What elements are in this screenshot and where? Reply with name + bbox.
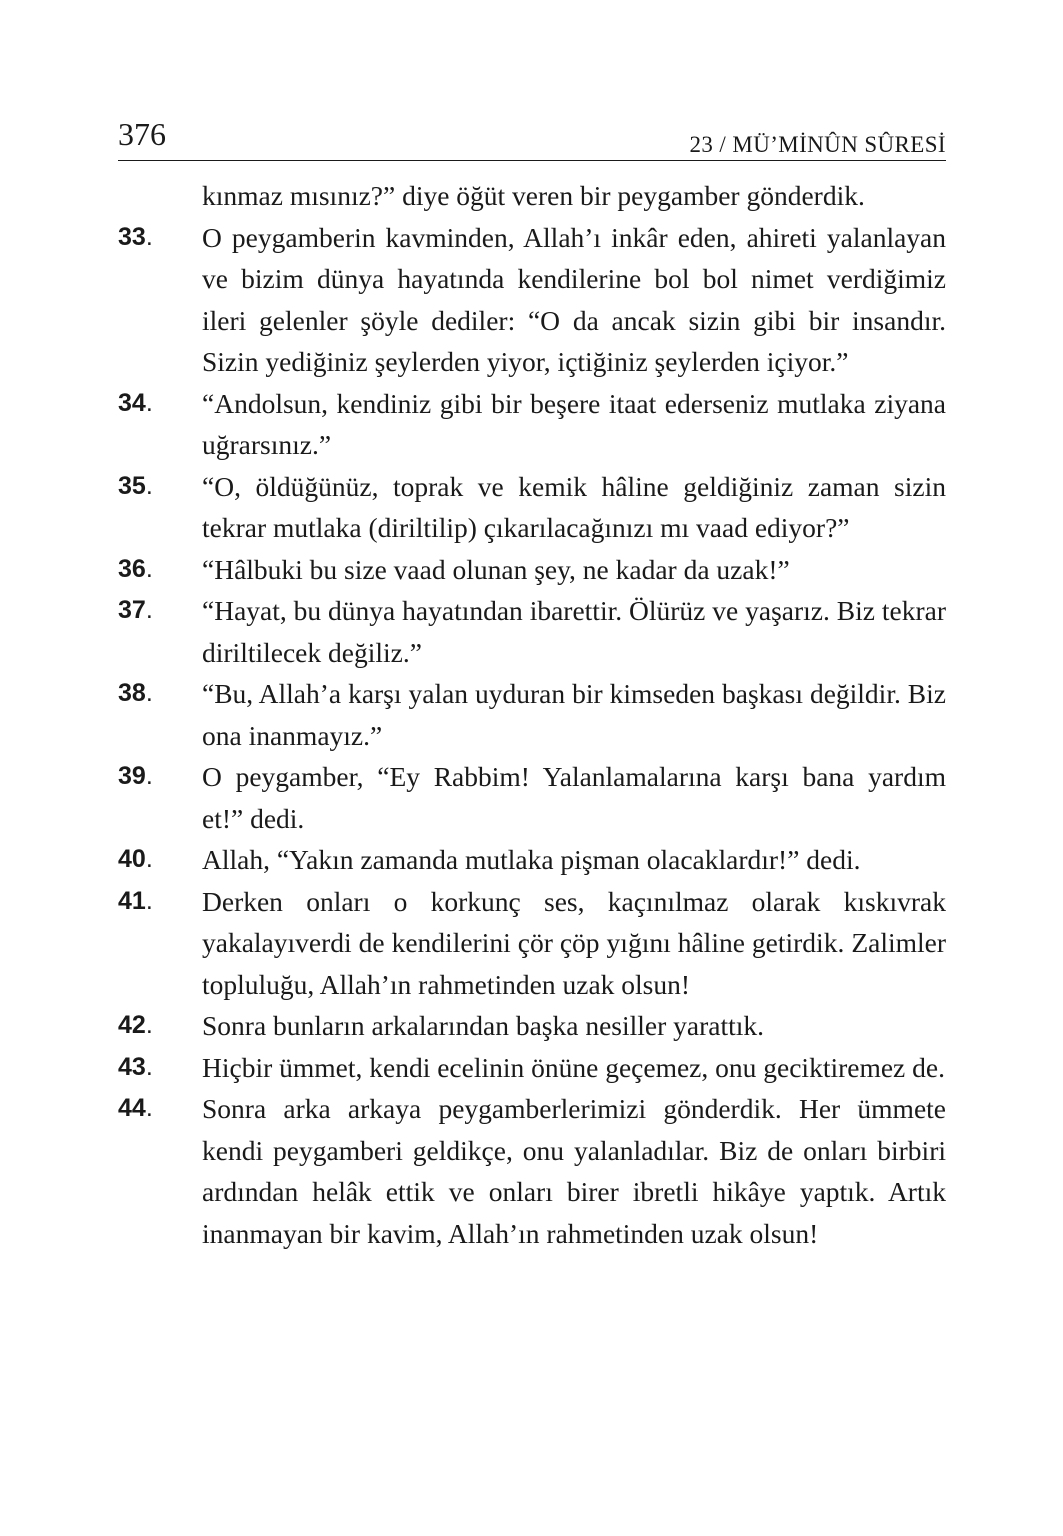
verse-item: [118, 881, 946, 1006]
book-page: [118, 112, 946, 1254]
verse-number-value: 39: [118, 762, 146, 790]
verse-number: 37.: [118, 596, 153, 624]
verse-number-value: 33: [118, 222, 146, 251]
verse-number-value: 44: [118, 1094, 146, 1122]
verse-item: [118, 756, 946, 839]
verse-text: Hiçbir ümmet, kendi ecelinin önüne geçemez, onu geciktiremez de.: [202, 1051, 945, 1083]
verse-item: [118, 217, 946, 383]
verse-number: 41.: [118, 886, 153, 915]
verse-text: Sonra bunların arkalarından başka nesiller yarattık.: [202, 1010, 765, 1041]
verse-text: Allah, “Yakın zamanda mutlaka pişman olacaklardır!” dedi.: [202, 844, 861, 875]
verse-text: Derken onları o korkunç ses, kaçınılmaz olarak kıskıvrak yakalayıverdi de kendilerini çör çöp yığını hâline getirdik. Zalimler topluluğu, Allah’ın rahmetinden uzak olsun!: [202, 885, 946, 1000]
verse-item: [118, 1088, 946, 1254]
verse-item: [118, 590, 946, 673]
verse-text: Sonra arka arkaya peygamberlerimizi gönderdik. Her ümmete kendi peygamberi geldikçe, onu yalanladılar. Biz de onları birbiri ardından helâk ettik ve onları birer ibretli hikâye yaptık. Artık inanmayan bir kavim, Allah’ın rahmetinden uzak olsun!: [202, 1093, 946, 1249]
verse-number-value: 41: [118, 886, 146, 915]
verse-number: 33.: [118, 222, 153, 251]
verse-number: 35.: [118, 471, 153, 500]
verse-text: “Hâlbuki bu size vaad olunan şey, ne kadar da uzak!”: [202, 553, 790, 585]
verse-number-value: 36: [118, 554, 146, 583]
verse-number: 43.: [118, 1052, 153, 1081]
verse-item: [118, 1005, 946, 1047]
verse-number-value: 34: [118, 388, 146, 417]
verse-number: 42.: [118, 1011, 153, 1039]
verse-number-value: 37: [118, 596, 146, 624]
page-number: 376: [118, 116, 166, 152]
verse-text: “O, öldüğünüz, toprak ve kemik hâline geldiğiniz zaman sizin tekrar mutlaka (diriltilip) çıkarılacağınızı mı vaad ediyor?”: [202, 470, 946, 543]
verse-number-value: 38: [118, 679, 146, 707]
verse-number-value: 42: [118, 1011, 146, 1039]
verse-item: [118, 549, 946, 591]
verse-number-value: 35: [118, 471, 146, 500]
running-title: 23 / MÜ’MİNÛN SÛRESİ: [689, 132, 946, 157]
page-header: [118, 112, 946, 161]
verse-item: [118, 383, 946, 466]
verse-number: 38.: [118, 679, 153, 707]
verse-number: 39.: [118, 762, 153, 790]
verse-item: [118, 839, 946, 881]
verse-number-value: 43: [118, 1052, 146, 1081]
verse-text: “Hayat, bu dünya hayatından ibarettir. Ölürüz ve yaşarız. Biz tekrar diriltilecek değiliz.”: [202, 595, 946, 668]
verse-continuation: kınmaz mısınız?” diye öğüt veren bir peygamber gönderdik.: [202, 180, 865, 211]
verse-number: 40.: [118, 845, 153, 873]
verse-number: 34.: [118, 388, 153, 417]
verse-number: 36.: [118, 554, 153, 583]
verse-item: [118, 466, 946, 549]
verse-number-value: 40: [118, 845, 146, 873]
verse-item: [118, 1047, 946, 1089]
verse-text: O peygamberin kavminden, Allah’ı inkâr eden, ahireti yalanlayan ve bizim dünya hayatında kendilerine bol bol nimet verdiğimiz ileri gelenler şöyle dediler: “O da ancak sizin gibi bir insandır. Sizin yediğiniz şeylerden yiyor, içtiğiniz şeylerden içiyor.”: [202, 221, 946, 377]
page-content: [118, 175, 946, 1254]
verse-text: “Andolsun, kendiniz gibi bir beşere itaat ederseniz mutlaka ziyana uğrarsınız.”: [202, 387, 946, 460]
verse-text: “Bu, Allah’a karşı yalan uyduran bir kimseden başkası değildir. Biz ona inanmayız.”: [202, 678, 946, 751]
verse-number: 44.: [118, 1094, 153, 1122]
verse-item: [118, 673, 946, 756]
verse-list: [118, 217, 946, 1255]
verse-text: O peygamber, “Ey Rabbim! Yalanlamalarına karşı bana yardım et!” dedi.: [202, 761, 946, 834]
